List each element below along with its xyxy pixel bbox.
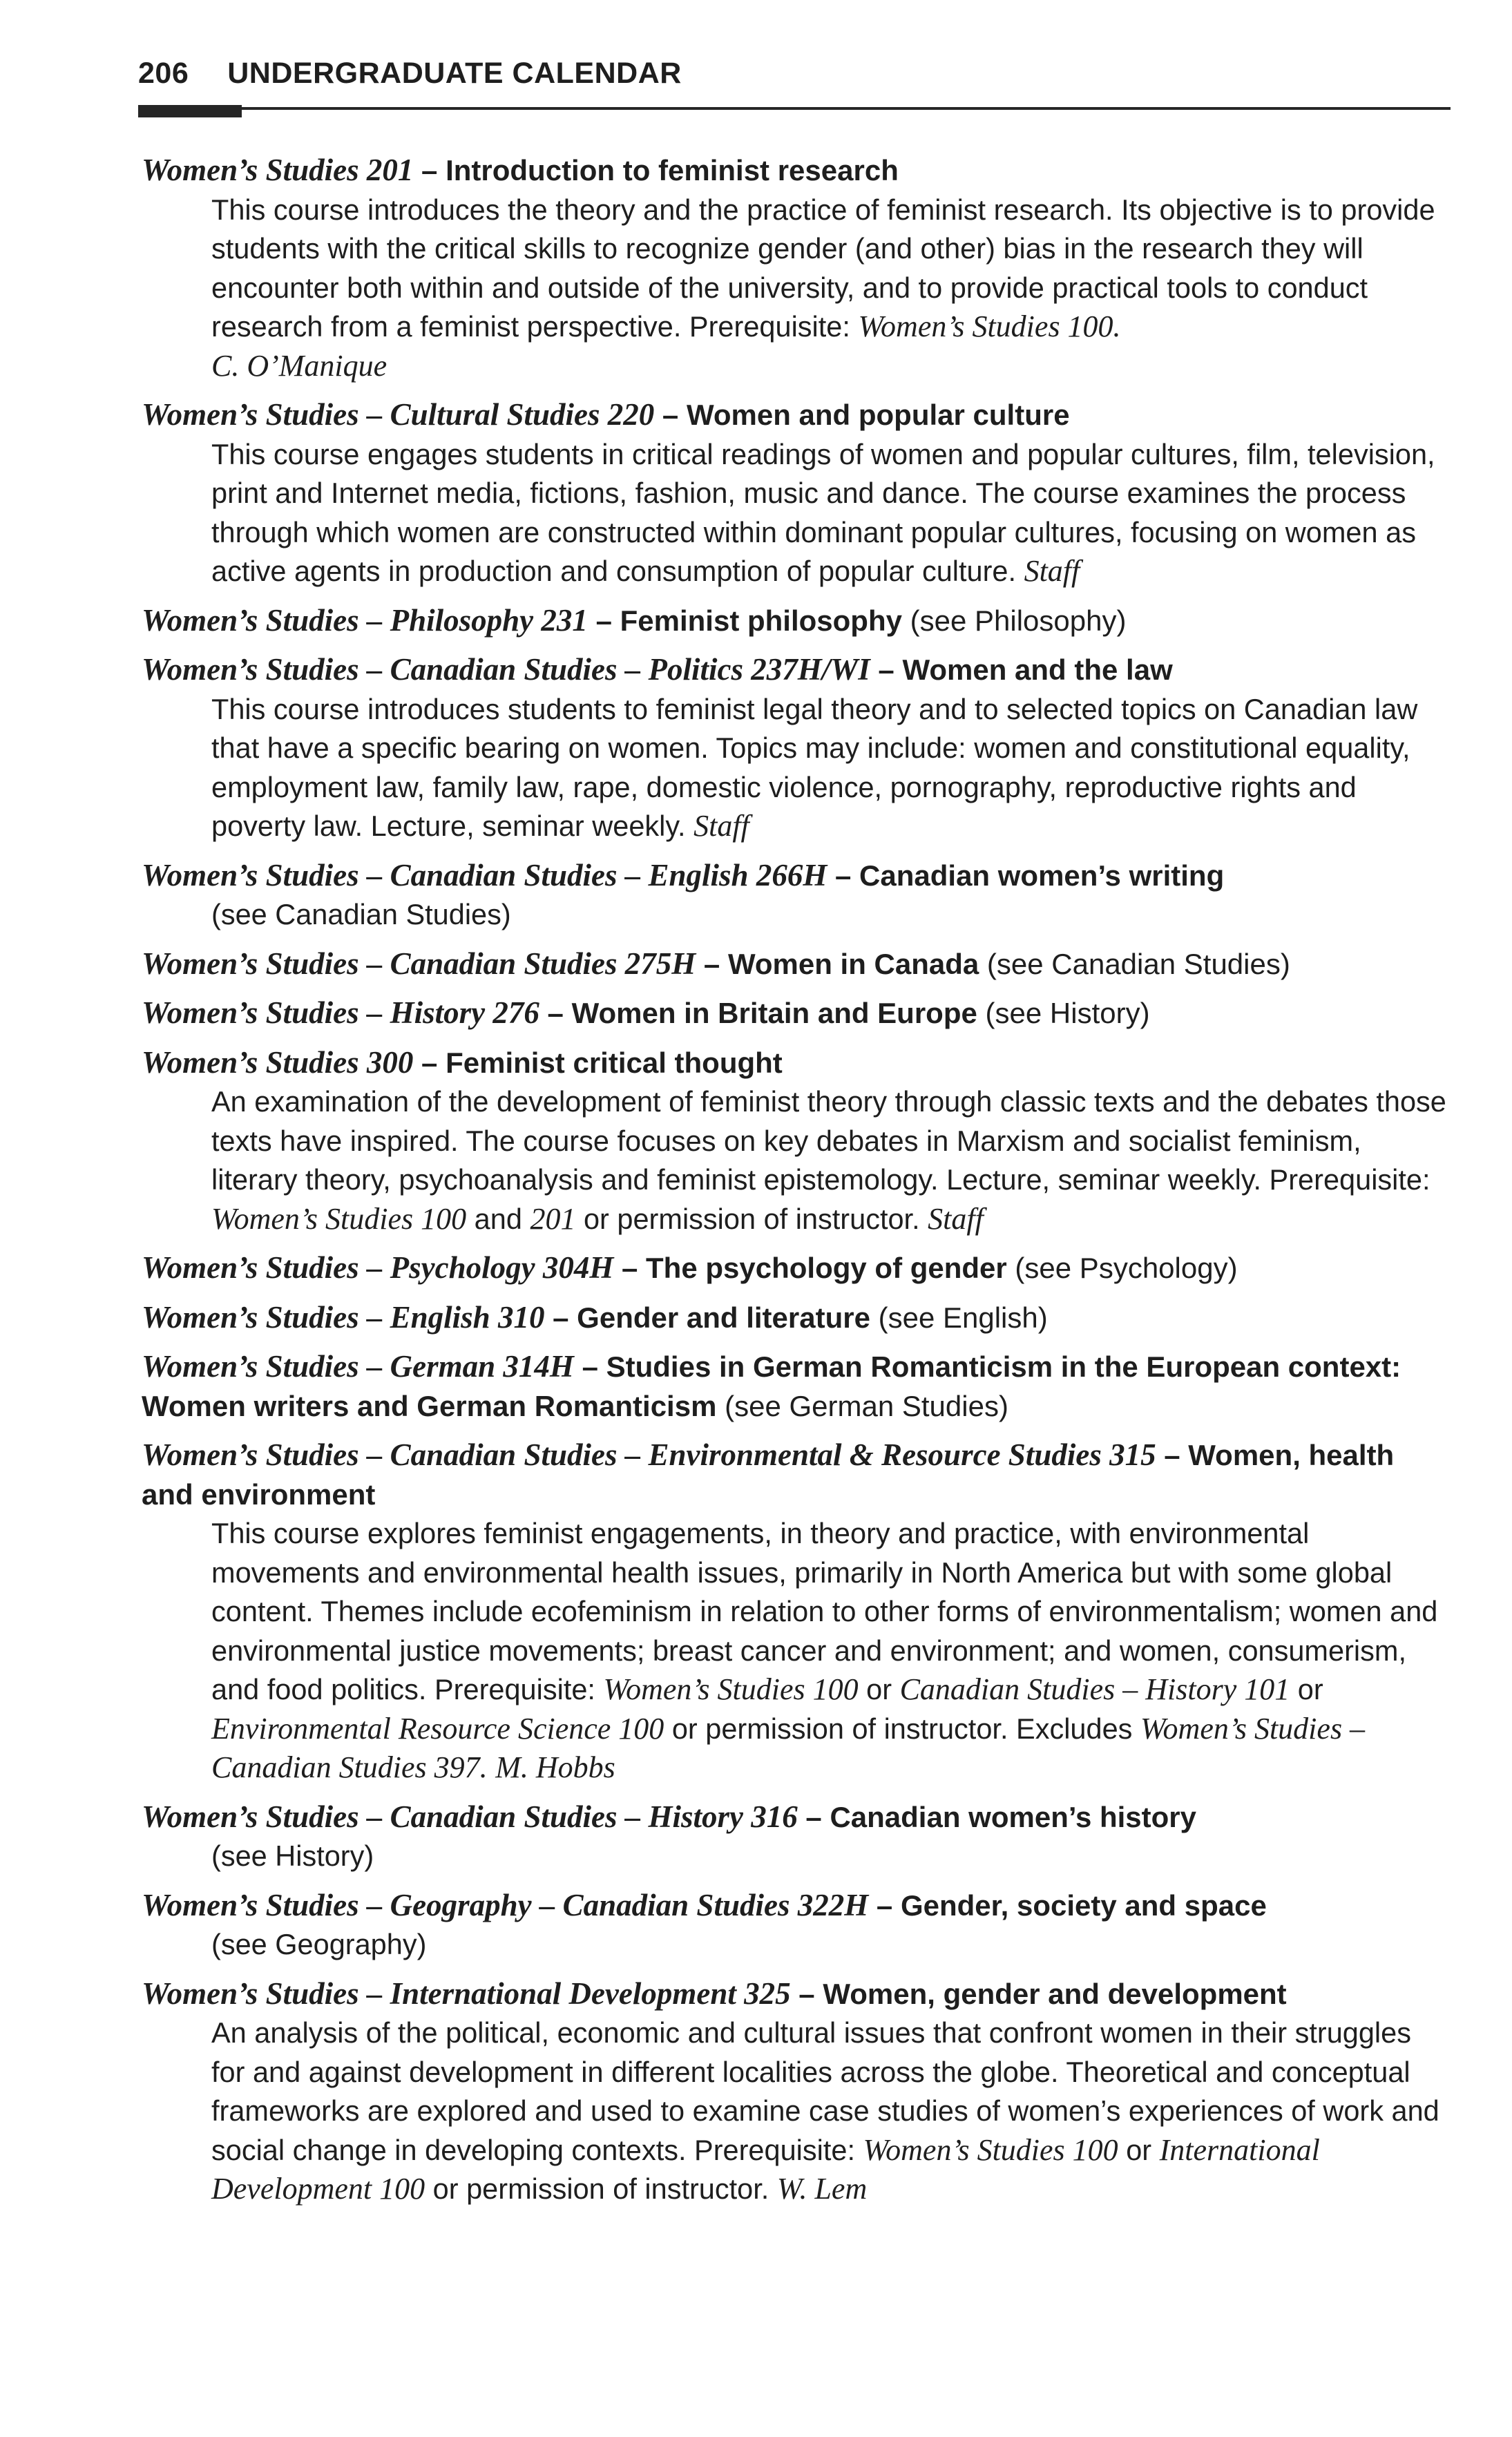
course-code: Women’s Studies – English 310 <box>142 1299 545 1335</box>
description-text: An examination of the development of feminist theory through classic texts and the debates those texts have inspired. The course focuses on key debates in Marxism and socialist feminism, literary theory, psychoanalysis and feminist epistemology. Lecture, seminar weekly. Prerequisite: <box>211 1085 1446 1196</box>
course-code: Women’s Studies – Cultural Studies 220 <box>142 397 655 432</box>
heading-dash: – <box>654 399 687 431</box>
header-rule-thick <box>138 105 242 117</box>
heading-dash: – <box>573 1350 606 1383</box>
prerequisite-course: Environmental Resource Science 100 <box>211 1711 664 1746</box>
prerequisite-course: 201 <box>530 1201 576 1236</box>
course-entry-wmst-316 <box>142 1797 1451 1876</box>
description-text: This course engages students in critical readings of women and popular cultures, film, television, print and Internet media, fictions, fashion, music and dance. The course examines the process through which women are constructed within dominant popular cultures, focusing on women as active agents in production and consumption of popular culture. <box>211 437 1435 587</box>
course-title: Studies in German Romanticism in the European context: Women writers and German Romanticism <box>142 1350 1401 1422</box>
see-reference: (see English) <box>870 1301 1048 1334</box>
page-header <box>138 57 1451 90</box>
course-entry-wmst-266h <box>142 856 1451 935</box>
course-heading <box>142 151 1451 191</box>
course-entry-wmst-237h <box>142 650 1451 846</box>
course-heading <box>142 1974 1451 2014</box>
heading-dash: – <box>696 947 728 980</box>
course-description <box>142 2014 1451 2209</box>
course-code: Women’s Studies – Psychology 304H <box>142 1250 614 1285</box>
connector-text: and <box>466 1202 530 1235</box>
course-entry-wmst-300 <box>142 1043 1451 1239</box>
course-code: Women’s Studies – Canadian Studies – History 316 <box>142 1799 798 1834</box>
heading-dash: – <box>539 997 572 1029</box>
prerequisite-course: Women’s Studies 100 <box>863 2132 1118 2167</box>
course-code: Women’s Studies – German 314H <box>142 1349 574 1384</box>
heading-dash: – <box>790 1977 823 2010</box>
connector-text: or <box>1290 1673 1323 1705</box>
heading-dash: – <box>870 653 903 686</box>
course-description <box>142 1514 1451 1788</box>
course-heading <box>142 993 1451 1033</box>
prerequisite-course: Women’s Studies 100 <box>603 1672 859 1706</box>
description-text: This course introduces the theory and the practice of feminist research. Its objective is to provide students with the critical skills to recognize gender (and other) bias in the research they will encounter both within and outside of the university, and to provide practical tools to conduct research from a feminist perspective. Prerequisite: <box>211 193 1435 343</box>
course-title: Women, gender and development <box>823 1977 1287 2010</box>
course-heading <box>142 1435 1451 1514</box>
course-code: Women’s Studies – Canadian Studies – Environmental & Resource Studies 315 <box>142 1437 1156 1472</box>
heading-dash: – <box>797 1800 830 1833</box>
course-entry-wmst-315 <box>142 1435 1451 1788</box>
course-heading <box>142 1043 1451 1083</box>
instructor-name: C. O’Manique <box>211 348 387 383</box>
see-reference: (see Canadian Studies) <box>211 898 511 930</box>
heading-dash: – <box>587 604 620 637</box>
description-text: An analysis of the political, economic and cultural issues that confront women in their struggles for and against development in different localities across the globe. Theoretical and conceptual frameworks are explored and used to examine case studies of women’s experiences of work and social change in developing contexts. Prerequisite: <box>211 2016 1439 2166</box>
instructor-name: Staff <box>1024 554 1080 588</box>
course-code: Women’s Studies 201 <box>142 153 414 187</box>
course-heading <box>142 1347 1451 1426</box>
see-reference: (see Geography) <box>211 1928 427 1960</box>
prerequisite-course: International Development 100 <box>211 2132 1320 2206</box>
course-list <box>142 151 1451 2219</box>
description-text: or permission of instructor. <box>425 2172 777 2205</box>
course-title: Gender and literature <box>577 1301 870 1334</box>
heading-dash: – <box>413 1046 446 1079</box>
course-title: Women, health and environment <box>142 1439 1395 1511</box>
excluded-course: Women’s Studies – Canadian Studies 397. <box>211 1711 1366 1784</box>
course-entry-wmst-231 <box>142 601 1451 641</box>
prerequisite-course: Canadian Studies – History 101 <box>899 1672 1290 1706</box>
heading-dash: – <box>544 1301 577 1334</box>
connector-text: or <box>858 1673 900 1705</box>
course-entry-wmst-304h <box>142 1248 1451 1288</box>
instructor-name: Staff <box>693 809 749 843</box>
course-heading <box>142 650 1451 690</box>
course-title: Gender, society and space <box>900 1889 1267 1922</box>
heading-dash: – <box>827 859 860 892</box>
course-code: Women’s Studies – History 276 <box>142 995 539 1030</box>
course-description <box>142 191 1451 386</box>
heading-dash: – <box>1156 1439 1189 1471</box>
course-entry-wmst-322h <box>142 1886 1451 1965</box>
page-number: 206 <box>138 57 189 90</box>
header-rule-thin <box>242 107 1451 110</box>
course-entry-wmst-325 <box>142 1974 1451 2209</box>
prerequisite-course: Women’s Studies 100. <box>858 309 1121 343</box>
instructor-name: W. Lem <box>776 2172 868 2206</box>
course-code: Women’s Studies – Canadian Studies – English 266H <box>142 857 827 892</box>
course-heading <box>142 1797 1451 1837</box>
course-code: Women’s Studies 300 <box>142 1044 414 1080</box>
course-entry-wmst-276 <box>142 993 1451 1033</box>
course-title: Women in Canada <box>727 947 979 980</box>
course-heading <box>142 944 1451 984</box>
course-code: Women’s Studies – Canadian Studies – Politics 237H/WI <box>142 652 870 687</box>
course-heading <box>142 1298 1451 1338</box>
course-heading <box>142 395 1451 435</box>
course-description <box>142 435 1451 591</box>
heading-dash: – <box>613 1252 647 1284</box>
description-text: or permission of instructor. <box>575 1202 928 1235</box>
see-reference: (see Canadian Studies) <box>979 947 1290 980</box>
course-entry-wmst-314h <box>142 1347 1451 1426</box>
course-code: Women’s Studies – International Development 325 <box>142 1976 791 2011</box>
see-reference: (see Psychology) <box>1006 1252 1238 1284</box>
course-entry-wmst-310 <box>142 1298 1451 1338</box>
course-heading <box>142 1886 1451 1926</box>
course-title: Women and popular culture <box>686 399 1070 431</box>
instructor-name: M. Hobbs <box>495 1750 615 1784</box>
description-text: This course explores feminist engagements, in theory and practice, with environmental movements and environmental health issues, primarily in North America but with some global content. Themes include ecofeminism in relation to other forms of environmentalism; women and environmental justice movements; breast cancer and environment; and women, consumerism, and food politics. Prerequisite: <box>211 1517 1438 1705</box>
course-code: Women’s Studies – Philosophy 231 <box>142 602 588 638</box>
prerequisite-course: Women’s Studies 100 <box>211 1201 467 1236</box>
heading-dash: – <box>413 154 446 187</box>
heading-dash: – <box>868 1889 901 1922</box>
course-code: Women’s Studies – Canadian Studies 275H <box>142 946 696 981</box>
course-heading <box>142 601 1451 641</box>
see-reference: (see History) <box>211 1839 374 1872</box>
course-title: Women and the law <box>902 653 1173 686</box>
connector-text: or <box>1118 2133 1160 2166</box>
description-text: This course introduces students to feminist legal theory and to selected topics on Canadian law that have a specific bearing on women. Topics may include: women and constitutional equality, employment law, family law, rape, domestic violence, pornography, reproductive rights and poverty law. Lecture, seminar weekly. <box>211 692 1418 842</box>
course-title: Feminist critical thought <box>446 1046 783 1079</box>
see-reference: (see Philosophy) <box>901 604 1127 637</box>
course-title: Canadian women’s history <box>830 1800 1197 1833</box>
course-title: Women in Britain and Europe <box>571 997 977 1029</box>
course-entry-wmst-275h <box>142 944 1451 984</box>
course-title: Introduction to feminist research <box>446 154 899 187</box>
course-code: Women’s Studies – Geography – Canadian Studies 322H <box>142 1887 869 1922</box>
course-description <box>142 690 1451 846</box>
instructor-name: Staff <box>928 1201 984 1236</box>
course-title: The psychology of gender <box>646 1252 1007 1284</box>
description-text: or permission of instructor. Excludes <box>664 1712 1140 1745</box>
course-title: Feminist philosophy <box>620 604 902 637</box>
see-reference: (see History) <box>977 997 1150 1029</box>
course-heading <box>142 856 1451 896</box>
course-heading <box>142 1248 1451 1288</box>
running-title: UNDERGRADUATE CALENDAR <box>227 57 682 90</box>
course-entry-wmst-220 <box>142 395 1451 591</box>
course-title: Canadian women’s writing <box>859 859 1225 892</box>
see-reference: (see German Studies) <box>716 1389 1008 1422</box>
course-entry-wmst-201 <box>142 151 1451 385</box>
course-description <box>142 1082 1451 1239</box>
